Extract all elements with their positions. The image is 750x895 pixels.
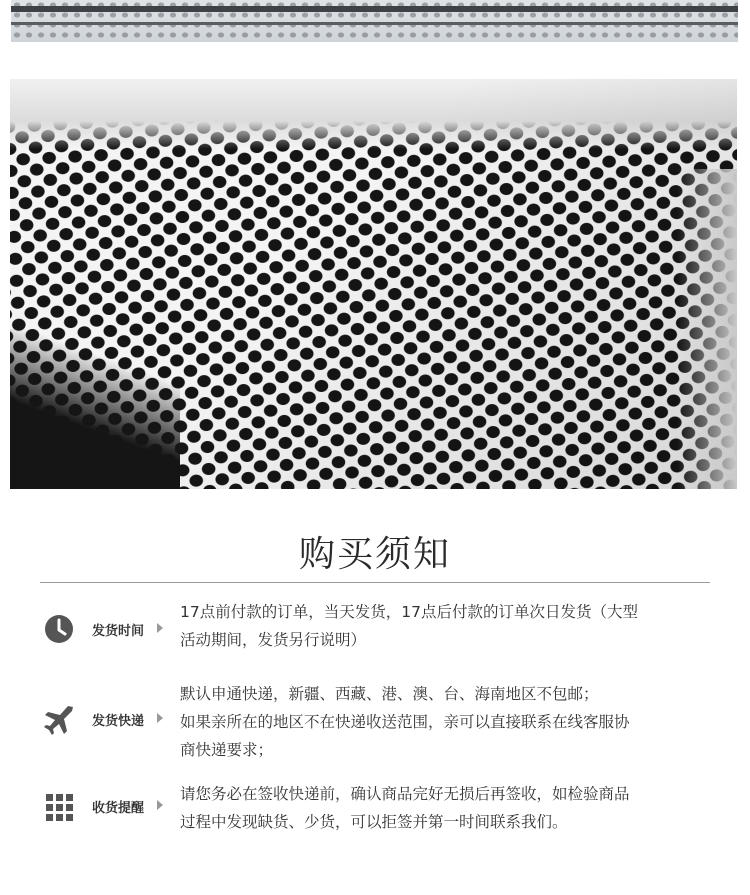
product-photo-top: [11, 0, 738, 42]
row-text-line: 请您务必在签收快递前，确认商品完好无损后再签收，如检验商品: [180, 785, 630, 803]
row-text: [180, 780, 710, 836]
product-photo-mesh: [10, 79, 737, 489]
row-text-line: 默认申通快递，新疆、西藏、港、澳、台、海南地区不包邮；: [180, 685, 599, 703]
row-text-line: 如果亲所在的地区不在快递收送范围，亲可以直接联系在线客服协: [180, 713, 630, 731]
title-divider: [40, 582, 710, 583]
row-label: 发货快递: [92, 714, 145, 729]
arrow-right-icon: [157, 713, 163, 723]
row-text-line: 17点前付款的订单，当天发货，17点后付款的订单次日发货（大型: [180, 603, 638, 621]
airplane-icon: [42, 702, 76, 736]
arrow-right-icon: [157, 800, 163, 810]
row-text-line: 过程中发现缺货、少货，可以拒签并第一时间联系我们。: [180, 813, 568, 831]
clock-icon: [42, 612, 76, 646]
grid-icon: [42, 790, 76, 824]
row-text: [180, 680, 710, 764]
row-text-line: 商快递要求；: [180, 741, 274, 759]
row-label: 发货时间: [92, 624, 145, 639]
arrow-right-icon: [157, 623, 163, 633]
row-label: 收货提醒: [92, 801, 145, 816]
row-text: [180, 598, 710, 654]
section-title: 购买须知: [298, 534, 451, 575]
row-text-line: 活动期间，发货另行说明）: [180, 631, 367, 649]
